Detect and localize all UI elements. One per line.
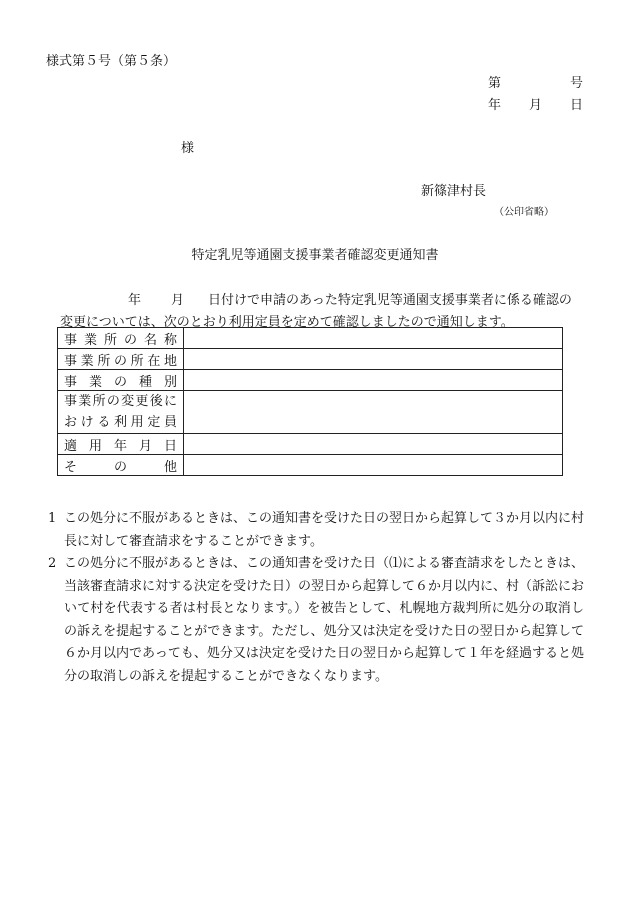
doc-number-prefix: 第 (488, 76, 502, 91)
row-label-line2: おける利用定員 (64, 415, 177, 430)
row-label: 事業の種別 (58, 370, 184, 391)
note-text: この処分に不服があるときは、この通知書を受けた日（⑴による審査請求をしたときは、当該審査請求に対する決定を受けた日）の翌日から起算して６か月以内に、村（訴訟において村を代表する者は村長となります。）を被告として、札幌地方裁判所に処分の取消しの訴えを提起することができます。ただし、処分又は決定を受けた日の翌日から起算して６か月以内であっても、処分又は決定を受けた日の翌日から起算して１年を経過すると処分の取消しの訴えを提起することができなくなります。 (64, 556, 585, 684)
date-month: 月 (529, 98, 543, 113)
date-day: 日 (570, 98, 584, 113)
row-label: 事業所の所在地 (58, 349, 184, 370)
intro-line2: 変更については、次のとおり利用定員を定めて確認しましたので通知します。 (60, 315, 514, 330)
intro-month: 月 (171, 293, 185, 308)
note-text: この処分に不服があるときは、この通知書を受けた日の翌日から起算して３か月以内に村長に対して審査請求をすることができます。 (64, 511, 585, 549)
row-label: 適用年月日 (58, 434, 184, 455)
row-label (58, 391, 184, 434)
addressee: 様 (181, 141, 195, 156)
row-value (184, 328, 563, 349)
note-number: 1 (48, 511, 57, 526)
note-number: 2 (48, 556, 57, 571)
row-value (184, 455, 563, 476)
note-item (48, 508, 584, 553)
intro-year: 年 (128, 293, 142, 308)
row-value (184, 391, 563, 434)
table-row (58, 434, 563, 455)
intro-line1: 日付けで申請のあった特定乳児等通園支援事業者に係る確認の (208, 293, 572, 308)
row-label: その他 (58, 455, 184, 476)
table-row (58, 455, 563, 476)
notes-list (48, 508, 584, 688)
doc-number-suffix: 号 (570, 76, 584, 91)
document-title: 特定乳児等通園支援事業者確認変更通知書 (191, 248, 439, 263)
row-value (184, 370, 563, 391)
row-value (184, 349, 563, 370)
table-row (58, 370, 563, 391)
seal-note: （公印省略） (494, 207, 554, 218)
info-table (57, 327, 563, 476)
form-number: 様式第５号（第５条） (46, 54, 177, 69)
table-row (58, 328, 563, 349)
date-year: 年 (488, 98, 502, 113)
table-row (58, 349, 563, 370)
issuer-name: 新篠津村長 (421, 184, 487, 199)
row-label: 事業所の名称 (58, 328, 184, 349)
note-item (48, 553, 584, 688)
table-row (58, 391, 563, 434)
row-label-line1: 事業所の変更後に (64, 394, 177, 409)
row-value (184, 434, 563, 455)
